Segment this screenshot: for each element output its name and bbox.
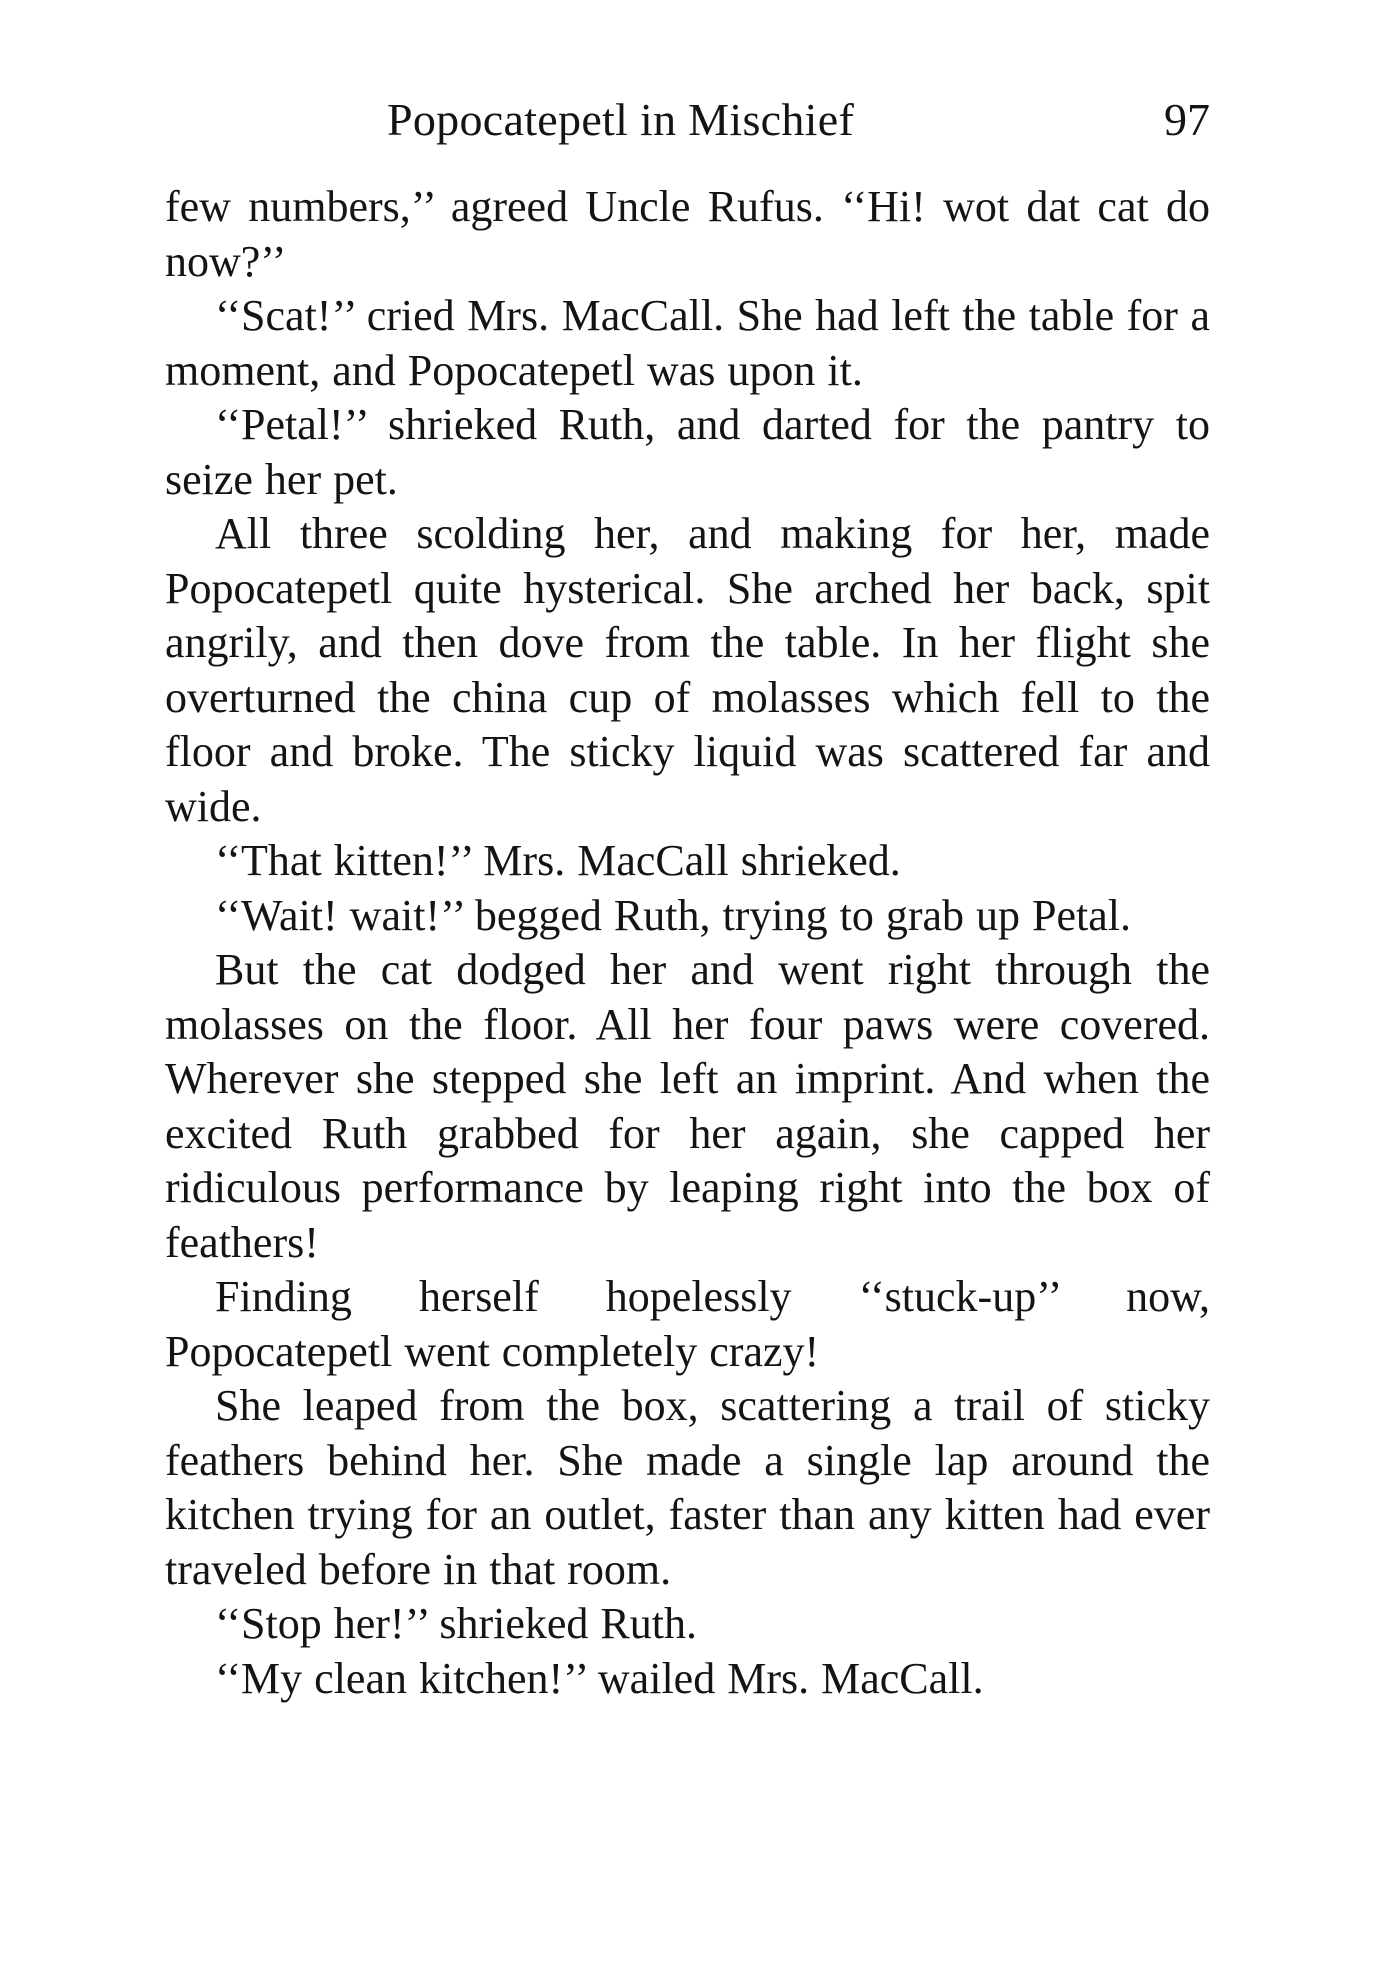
paragraph: few numbers,’’ agreed Uncle Rufus. ‘‘Hi! wot dat cat do now?’’ [165, 182, 1210, 286]
running-title: Popocatepetl in Mischief [387, 94, 855, 145]
paragraph: ‘‘My clean kitchen!’’ wailed Mrs. MacCall. [215, 1653, 984, 1703]
paragraph: But the cat dodged her and went right through the molasses on the floor. All her four paws were covered. Wherever she stepped she left an imprint. And when the excited Ruth grabbed for her again, she capped her ridiculous performance by leaping right into the box of feathers! [165, 945, 1210, 1267]
paragraph: All three scolding her, and making for her, made Popocatepetl quite hysterical. She arched her back, spit angrily, and then dove from the table. In her flight she overturned the china cup of molasses which fell to the floor and broke. The sticky liquid was scattered far and wide. [165, 509, 1210, 831]
paragraph: ‘‘Petal!’’ shrieked Ruth, and darted for the pantry to seize her pet. [165, 400, 1210, 504]
paragraph: Finding herself hopelessly ‘‘stuck-up’’ now, Popocatepetl went completely crazy! [165, 1272, 1210, 1376]
paragraph: She leaped from the box, scattering a trail of sticky feathers behind her. She made a single lap around the kitchen trying for an outlet, faster than any kitten had ever traveled before in that room. [165, 1381, 1210, 1594]
paragraph: ‘‘That kitten!’’ Mrs. MacCall shrieked. [215, 836, 901, 885]
paragraph: ‘‘Wait! wait!’’ begged Ruth, trying to grab up Petal. [215, 890, 1131, 940]
paragraph: ‘‘Scat!’’ cried Mrs. MacCall. She had left the table for a moment, and Popocatepetl was upon it. [165, 291, 1210, 395]
paragraph: ‘‘Stop her!’’ shrieked Ruth. [215, 1599, 697, 1648]
running-head [165, 92, 1210, 152]
page-number: 97 [1164, 94, 1210, 145]
body-text [165, 180, 1210, 1706]
